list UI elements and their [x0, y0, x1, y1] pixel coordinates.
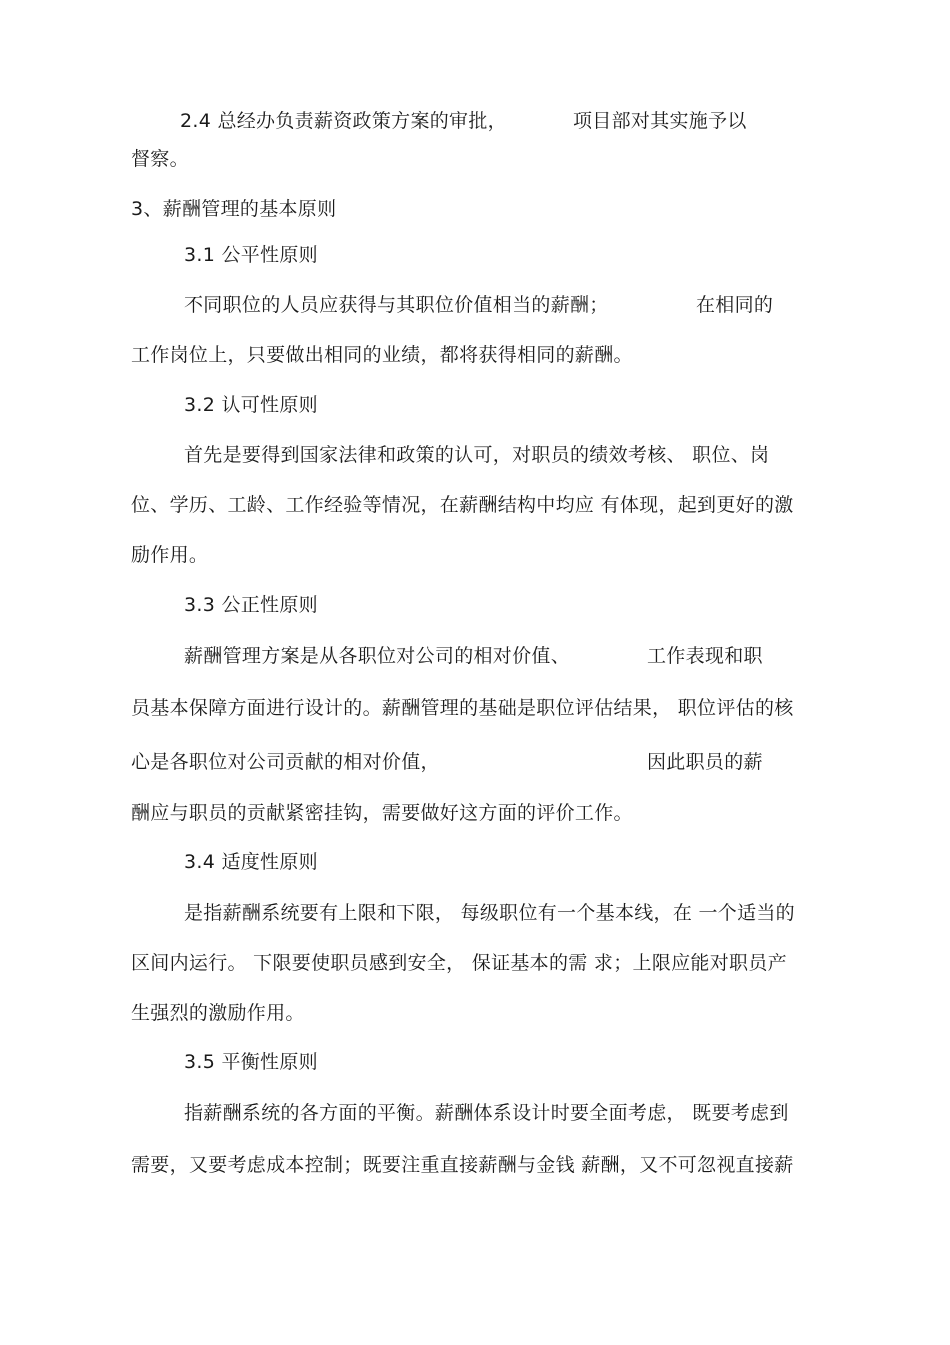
- para-3-4-line-2: 区间内运行。 下限要使职员感到安全， 保证基本的需 求；上限应能对职员产: [131, 952, 787, 974]
- para-3-3-line-1-cont: 工作表现和职: [647, 645, 763, 667]
- para-3-1-line-2: 工作岗位上，只要做出相同的业绩，都将获得相同的薪酬。: [131, 344, 633, 366]
- para-3-1-line-1: 不同职位的人员应获得与其职位价值相当的薪酬；: [184, 294, 609, 316]
- section-2-4-line-2: 督察。: [131, 148, 189, 170]
- section-3-3-heading: 3.3 公正性原则: [184, 594, 318, 616]
- para-3-3-line-3-cont: 因此职员的薪: [647, 751, 763, 773]
- para-3-3-line-3: 心是各职位对公司贡献的相对价值，: [131, 751, 440, 773]
- para-3-2-line-3: 励作用。: [131, 544, 209, 566]
- section-2-4-line-1-cont: 项目部对其实施予以: [573, 110, 747, 132]
- para-3-5-line-1: 指薪酬系统的各方面的平衡。薪酬体系设计时要全面考虑， 既要考虑到: [184, 1102, 789, 1124]
- para-3-1-line-1-cont: 在相同的: [696, 294, 774, 316]
- section-3-5-heading: 3.5 平衡性原则: [184, 1051, 318, 1073]
- para-3-2-line-2: 位、学历、工龄、工作经验等情况，在薪酬结构中均应 有体现，起到更好的激: [131, 494, 794, 516]
- para-3-4-line-3: 生强烈的激励作用。: [131, 1002, 305, 1024]
- section-3-heading: 3、薪酬管理的基本原则: [131, 198, 337, 220]
- para-3-5-line-2: 需要，又要考虑成本控制；既要注重直接薪酬与金钱 薪酬，又不可忽视直接薪: [131, 1154, 794, 1176]
- para-3-3-line-4: 酬应与职员的贡献紧密挂钩，需要做好这方面的评价工作。: [131, 802, 633, 824]
- para-3-3-line-1: 薪酬管理方案是从各职位对公司的相对价值、: [184, 645, 571, 667]
- para-3-3-line-2: 员基本保障方面进行设计的。薪酬管理的基础是职位评估结果， 职位评估的核: [131, 697, 794, 719]
- section-3-1-heading: 3.1 公平性原则: [184, 244, 318, 266]
- para-3-2-line-1: 首先是要得到国家法律和政策的认可，对职员的绩效考核、 职位、岗: [184, 444, 770, 466]
- section-3-4-heading: 3.4 适度性原则: [184, 851, 318, 873]
- para-3-4-line-1: 是指薪酬系统要有上限和下限， 每级职位有一个基本线，在 一个适当的: [184, 902, 795, 924]
- section-3-2-heading: 3.2 认可性原则: [184, 394, 318, 416]
- section-2-4-line-1: 2.4 总经办负责薪资政策方案的审批，: [180, 110, 507, 132]
